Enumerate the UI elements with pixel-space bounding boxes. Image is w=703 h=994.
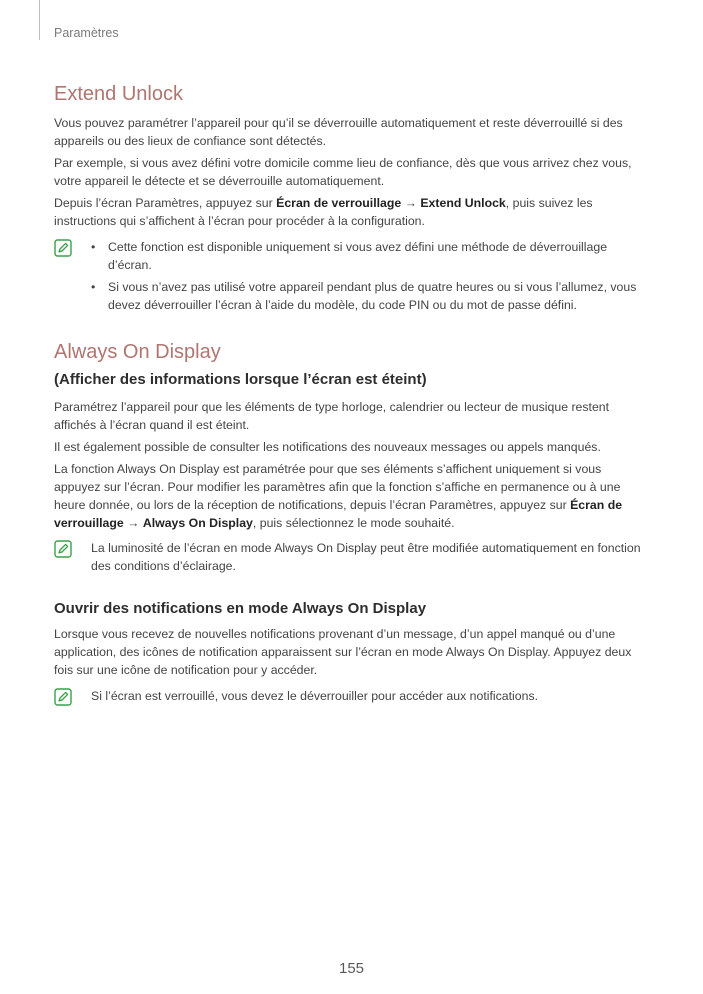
paragraph: Il est également possible de consulter les notifications des nouveaux messages ou appels manqués.: [54, 440, 601, 454]
text: , puis suivez les instructions qui s’affichent à l’écran pour procéder à la configuration.: [54, 196, 593, 228]
text: , puis sélectionnez le mode souhaité.: [252, 516, 455, 530]
paragraph: Paramétrez l’appareil pour que les éléments de type horloge, calendrier ou lecteur de musique restent affichés à l’écran quand il est éteint.: [54, 400, 610, 432]
page-number: 155: [338, 960, 365, 977]
arrow: →: [401, 196, 421, 210]
text: La fonction Always On Display est paramétrée pour que ses éléments s’affichent uniquement si vous appuyez sur l’écran. Pour modifier les paramètres afin que la fonction s’affiche en permanence ou à une heure donnée, ou lors de la réception de notifications, depuis l’écran Paramètres, appuyez sur: [54, 462, 621, 512]
note-block: [54, 238, 646, 314]
running-header: Paramètres: [54, 26, 119, 40]
menu-path-lock-screen: Écran de verrouillage: [276, 196, 402, 210]
section-title-always-on-display: Always On Display: [54, 341, 221, 363]
note-block: [54, 539, 646, 575]
note-text: La luminosité de l’écran en mode Always On Display peut être modifiée automatiquement en fonction des conditions d’éclairage.: [91, 541, 641, 573]
note-pencil-icon: [54, 688, 72, 706]
text: Depuis l’écran Paramètres, appuyez sur: [54, 196, 277, 210]
subsection-title-notifications: Ouvrir des notifications en mode Always On Display: [54, 600, 427, 617]
menu-path-lock-screen: Écran de verrouillage: [54, 498, 623, 530]
section-subtitle: (Afficher des informations lorsque l’écran est éteint): [54, 371, 427, 388]
paragraph: [54, 194, 646, 230]
note-pencil-icon: [54, 239, 72, 257]
note-text: Si l’écran est verrouillé, vous devez le déverrouiller pour accéder aux notifications.: [91, 689, 539, 703]
note-block: [54, 687, 646, 705]
header-rule: [39, 0, 40, 40]
note-pencil-icon: [54, 540, 72, 558]
page-content: [54, 80, 646, 705]
menu-path-always-on-display: Always On Display: [142, 516, 253, 530]
note-item: • Cette fonction est disponible uniquement si vous avez défini une méthode de déverrouillage d’écran.: [91, 238, 646, 274]
arrow: →: [123, 516, 143, 530]
paragraph: Par exemple, si vous avez défini votre domicile comme lieu de confiance, dès que vous arrivez chez vous, votre appareil le détecte et se déverrouille automatiquement.: [54, 156, 632, 188]
paragraph: [54, 460, 646, 532]
note-item: • Si vous n’avez pas utilisé votre appareil pendant plus de quatre heures ou si vous l’allumez, vous devez déverrouiller l’écran à l’aide du modèle, du code PIN ou du mot de passe défini.: [91, 278, 646, 314]
paragraph: Lorsque vous recevez de nouvelles notifications provenant d’un message, d’un appel manqué ou d’une application, des icônes de notification apparaissent sur l’écran en mode Always On Display. Appuyez deux fois sur une icône de notification pour y accéder.: [54, 627, 632, 677]
menu-path-extend-unlock: Extend Unlock: [420, 196, 506, 210]
paragraph: Vous pouvez paramétrer l’appareil pour qu’il se déverrouille automatiquement et reste déverrouillé si des appareils ou des lieux de confiance sont détectés.: [54, 116, 623, 148]
section-title-extend-unlock: Extend Unlock: [54, 83, 183, 105]
